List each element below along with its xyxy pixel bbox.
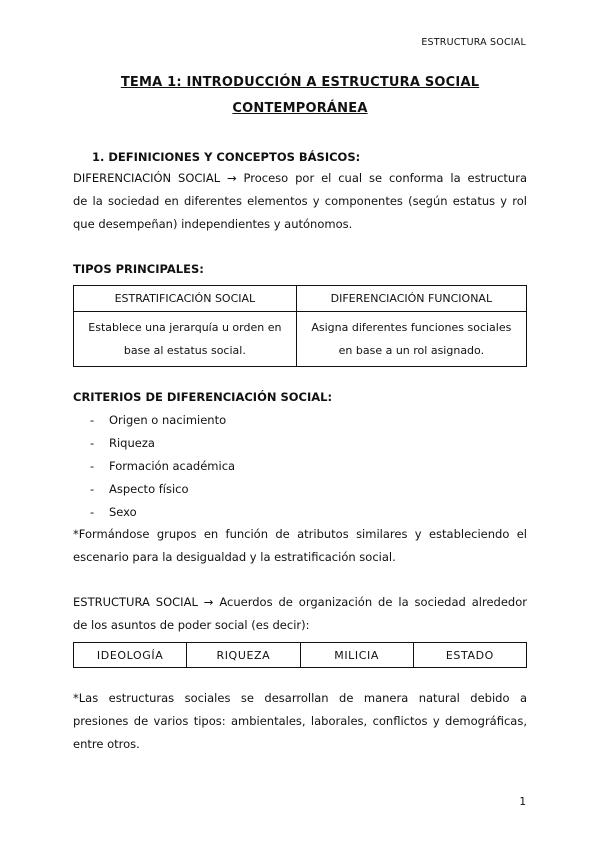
text-line: escenario para la desigualdad y la estratificación social. xyxy=(73,550,396,564)
section-heading-tipos: TIPOS PRINCIPALES: xyxy=(73,262,204,276)
table-cell: ESTADO xyxy=(413,643,526,668)
text-line: de los asuntos de poder social (es decir): xyxy=(73,618,310,632)
cell-line: Establece una jerarquía u orden en xyxy=(88,321,282,334)
table-cell: IDEOLOGÍA xyxy=(74,643,187,668)
list-item: - Aspecto físico xyxy=(90,482,189,496)
table-row xyxy=(74,312,527,367)
list-item-text: Sexo xyxy=(109,505,137,519)
section-heading-definiciones: 1. DEFINICIONES Y CONCEPTOS BÁSICOS: xyxy=(92,150,361,164)
list-item: - Riqueza xyxy=(90,436,155,450)
criterios-note xyxy=(73,523,527,569)
text-line: presiones de varios tipos: ambientales, laborales, conflictos y demográficas, xyxy=(73,714,527,728)
table-cell xyxy=(296,312,526,367)
text-line: ESTRUCTURA SOCIAL → Acuerdos de organización de la sociedad alrededor xyxy=(73,595,527,609)
table-header-cell: DIFERENCIACIÓN FUNCIONAL xyxy=(296,286,526,312)
list-item-text: Origen o nacimiento xyxy=(109,413,227,427)
cell-line: Asigna diferentes funciones sociales xyxy=(311,321,512,334)
estructura-note xyxy=(73,687,527,756)
criterios-list xyxy=(90,409,235,524)
text-line: *Formándose grupos en función de atributos similares y estableciendo el xyxy=(73,527,527,541)
table-cell: MILICIA xyxy=(300,643,413,668)
definition-diferenciacion-social xyxy=(73,167,527,236)
page-title-line-1: TEMA 1: INTRODUCCIÓN A ESTRUCTURA SOCIAL xyxy=(120,75,480,90)
list-item-text: Aspecto físico xyxy=(109,482,189,496)
section-heading-criterios: CRITERIOS DE DIFERENCIACIÓN SOCIAL: xyxy=(73,390,333,404)
page-number: 1 xyxy=(519,796,526,808)
list-item: - Formación académica xyxy=(90,459,236,473)
table-cell xyxy=(74,312,297,367)
table-header-row xyxy=(74,286,527,312)
text-line: que desempeñan) independientes y autónomos. xyxy=(73,217,353,231)
text-line: DIFERENCIACIÓN SOCIAL → Proceso por el cual se conforma la estructura xyxy=(73,171,527,185)
definition-estructura-social xyxy=(73,591,527,637)
list-item: - Sexo xyxy=(90,505,137,519)
text-line: entre otros. xyxy=(73,737,140,751)
text-line: *Las estructuras sociales se desarrollan de manera natural debido a xyxy=(73,691,527,705)
tipos-table xyxy=(73,285,527,367)
table-header-cell: ESTRATIFICACIÓN SOCIAL xyxy=(74,286,297,312)
text-line: de la sociedad en diferentes elementos y componentes (según estatus y rol xyxy=(73,194,527,208)
cell-line: en base a un rol asignado. xyxy=(338,344,485,357)
running-header: ESTRUCTURA SOCIAL xyxy=(421,37,526,48)
poder-social-table xyxy=(73,642,527,668)
list-item-text: Riqueza xyxy=(109,436,155,450)
list-item-text: Formación académica xyxy=(109,459,236,473)
table-row xyxy=(74,643,527,668)
list-item: - Origen o nacimiento xyxy=(90,413,227,427)
table-cell: RIQUEZA xyxy=(187,643,300,668)
page-title-line-2: CONTEMPORÁNEA xyxy=(232,101,368,116)
cell-line: base al estatus social. xyxy=(123,344,246,357)
